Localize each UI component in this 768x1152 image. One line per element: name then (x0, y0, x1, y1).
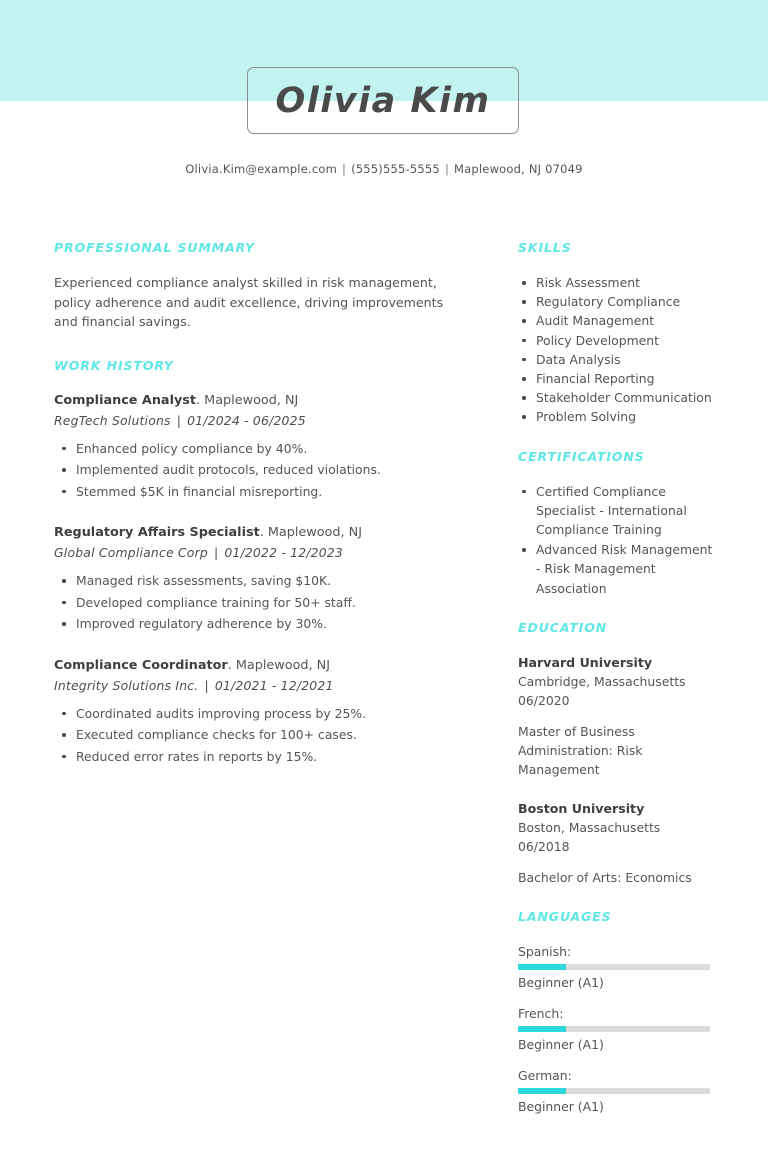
language-name: Spanish: (518, 943, 572, 959)
job-title: Compliance Analyst (54, 392, 197, 408)
job-bullet: Stemmed $5K in financial misreporting. (54, 482, 458, 502)
language-entry (518, 942, 716, 992)
job-meta-separator: | (213, 545, 219, 560)
skill-item: Risk Assessment (518, 273, 716, 292)
education-school: Boston University (518, 800, 645, 816)
education-degree: Master of Business Administration: Risk Management (518, 723, 643, 777)
job-bullet: Improved regulatory adherence by 30%. (54, 614, 458, 634)
job-bullet: Executed compliance checks for 100+ cases. (54, 725, 458, 745)
language-proficiency-bar (518, 1026, 710, 1032)
language-proficiency-bar (518, 1088, 710, 1094)
job-bullet: Coordinated audits improving process by 25%. (54, 704, 458, 724)
section-heading-skills: SKILLS (518, 240, 572, 255)
section-work-history (54, 358, 458, 767)
job-title-line (54, 391, 458, 410)
education-date: 06/2020 (518, 692, 570, 708)
section-languages (518, 909, 716, 1116)
job-bullet: Managed risk assessments, saving $10K. (54, 571, 458, 591)
right-column (518, 240, 716, 1142)
skill-item: Problem Solving (518, 407, 716, 426)
section-professional-summary (54, 240, 458, 332)
skill-item: Stakeholder Communication (518, 388, 716, 407)
language-level: Beginner (A1) (518, 1036, 604, 1052)
skill-item: Regulatory Compliance (518, 292, 716, 311)
section-skills (518, 240, 716, 427)
job-bullet: Developed compliance training for 50+ staff. (54, 593, 458, 613)
certification-item: Advanced Risk Management - Risk Management Association (518, 540, 716, 598)
section-heading-certifications: CERTIFICATIONS (518, 448, 645, 464)
job-company: Integrity Solutions Inc. (54, 677, 199, 693)
section-heading-work-history: WORK HISTORY (54, 357, 174, 373)
work-history-entry (54, 656, 458, 767)
skill-item: Data Analysis (518, 350, 716, 369)
language-proficiency-fill (518, 1026, 566, 1032)
contact-phone: (555)555-5555 (351, 162, 440, 176)
job-company: RegTech Solutions (54, 412, 171, 428)
job-dates: 01/2024 - 06/2025 (187, 412, 306, 428)
job-bullets (54, 571, 458, 634)
section-certifications (518, 449, 716, 598)
education-degree: Bachelor of Arts: Economics (518, 869, 692, 885)
language-name: German: (518, 1067, 572, 1083)
section-heading-professional-summary: PROFESSIONAL SUMMARY (54, 240, 256, 255)
language-entry (518, 1004, 716, 1054)
job-company: Global Compliance Corp (54, 545, 208, 560)
language-proficiency-bar (518, 964, 710, 970)
job-meta-line (54, 676, 458, 695)
contact-separator-1: | (341, 162, 347, 176)
job-title-line (54, 523, 458, 542)
language-level: Beginner (A1) (518, 1098, 604, 1114)
contact-email: Olivia.Kim@example.com (185, 162, 337, 176)
language-proficiency-fill (518, 964, 566, 970)
work-history-entry (54, 523, 458, 634)
education-place: Boston, Massachusetts (518, 819, 661, 835)
certification-item: Certified Compliance Specialist - International Compliance Training (518, 482, 716, 540)
language-name: French: (518, 1005, 564, 1021)
name-box (247, 67, 519, 134)
job-meta-separator: | (176, 412, 182, 428)
education-school: Harvard University (518, 654, 653, 670)
section-heading-languages: LANGUAGES (518, 908, 612, 924)
job-bullets (54, 439, 458, 502)
job-title: Regulatory Affairs Specialist (54, 525, 260, 540)
job-meta-line (54, 543, 458, 562)
skill-item: Audit Management (518, 311, 716, 330)
job-title: Compliance Coordinator (54, 657, 228, 673)
professional-summary-text: Experienced compliance analyst skilled in risk management, policy adherence and audit excellence, driving improvements and financial savings. (54, 275, 444, 329)
section-education (518, 620, 716, 887)
section-heading-education: EDUCATION (518, 619, 608, 635)
page-title: Olivia Kim (275, 80, 491, 121)
education-place: Cambridge, Massachusetts (518, 673, 686, 689)
education-entry (518, 799, 716, 887)
job-location: . Maplewood, NJ (259, 525, 362, 540)
language-entry (518, 1066, 716, 1116)
contact-line (0, 162, 768, 176)
job-bullets (54, 704, 458, 767)
job-dates: 01/2021 - 12/2021 (214, 677, 334, 693)
contact-separator-2: | (444, 162, 450, 176)
job-bullet: Implemented audit protocols, reduced violations. (54, 460, 458, 480)
education-date: 06/2018 (518, 838, 570, 854)
skills-list (518, 273, 716, 427)
left-column (54, 240, 458, 792)
job-bullet: Enhanced policy compliance by 40%. (54, 439, 458, 459)
job-title-line (54, 656, 458, 675)
job-location: . Maplewood, NJ (196, 392, 299, 408)
certifications-list (518, 482, 716, 598)
skill-item: Financial Reporting (518, 369, 716, 388)
job-meta-separator: | (204, 677, 209, 693)
job-dates: 01/2022 - 12/2023 (224, 545, 344, 560)
job-bullet: Reduced error rates in reports by 15%. (54, 747, 458, 767)
education-entry (518, 653, 716, 779)
language-level: Beginner (A1) (518, 974, 604, 990)
work-history-entry (54, 391, 458, 502)
language-proficiency-fill (518, 1088, 566, 1094)
skill-item: Policy Development (518, 331, 716, 350)
job-meta-line (54, 411, 458, 430)
contact-location: Maplewood, NJ 07049 (454, 162, 583, 176)
job-location: . Maplewood, NJ (227, 657, 331, 673)
